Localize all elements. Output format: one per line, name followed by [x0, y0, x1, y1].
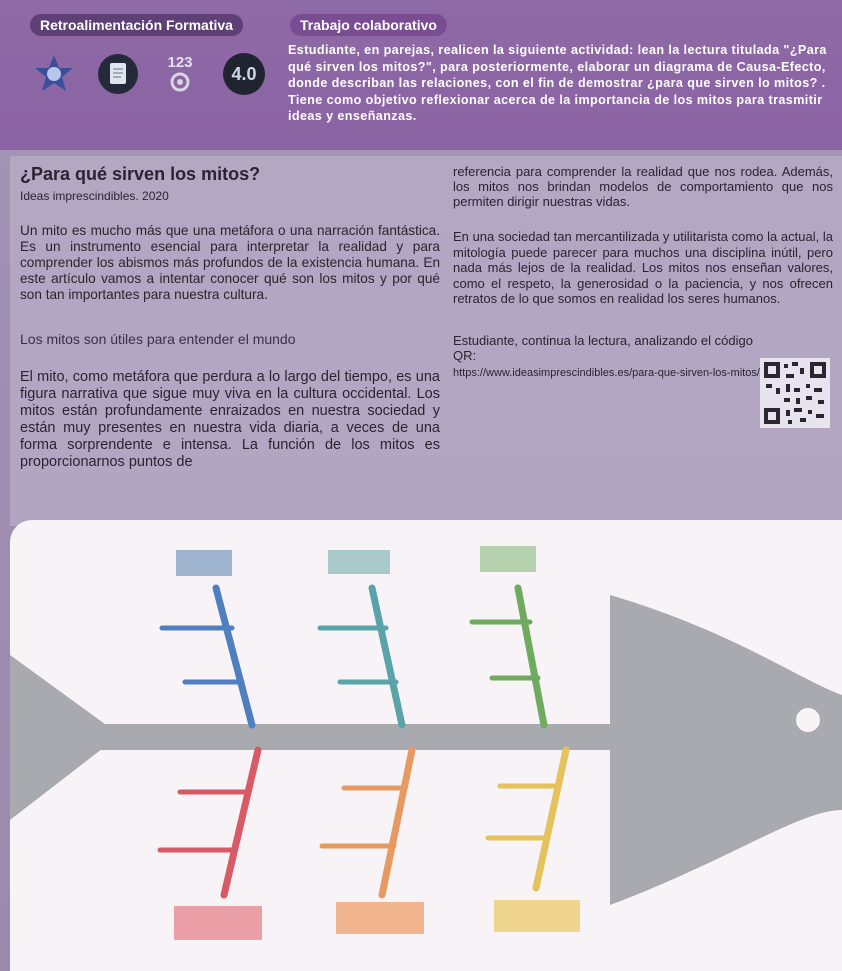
- category-box-bottom-3[interactable]: [494, 900, 580, 932]
- article-paragraph-1: Un mito es mucho más que una metáfora o una narración fantástica. Es un instrumento esencial para interpretar la realidad y para comprender los abismos más profundos de la existencia humana. En este artículo vamos a intentar conocer qué son los mitos y por qué son tan importantes para nuestra cultura.: [20, 223, 440, 302]
- fish-head: [610, 595, 842, 905]
- activity-icons: [32, 52, 272, 100]
- category-box-bottom-1[interactable]: [174, 906, 262, 940]
- bone-top-2: [372, 588, 402, 725]
- bone-bottom-3: [536, 750, 566, 888]
- bone-top-3: [518, 588, 544, 725]
- section-title: Los mitos son útiles para entender el mundo: [20, 331, 296, 347]
- fishbone-svg: [10, 520, 842, 971]
- article-left-column: [20, 164, 440, 471]
- bone-bottom-1: [224, 750, 258, 895]
- version-badge-icon: 4.0: [222, 52, 266, 96]
- category-box-top-3[interactable]: [480, 546, 536, 572]
- bone-top-1: [216, 588, 252, 725]
- numbers-icon: 123: [158, 52, 202, 96]
- article-area: [10, 156, 842, 526]
- header-band: [0, 0, 842, 150]
- article-source: Ideas imprescindibles. 2020: [20, 189, 169, 203]
- qr-instruction: Estudiante, continua la lectura, analizando el código QR:: [453, 332, 753, 363]
- category-box-top-1[interactable]: [176, 550, 232, 576]
- article-paragraph-2: El mito, como metáfora que perdura a lo largo del tiempo, es una figura narrativa que sigue muy viva en la cultura occidental. Los mitos están profundamente enraizados en nuestra sociedad y están muy presentes en nuestra vida diaria, a veces de una forma sorprendente e intensa. La función de los mitos es proporcionarnos puntos de: [20, 369, 440, 470]
- qr-code-icon[interactable]: [760, 358, 830, 428]
- category-box-bottom-2[interactable]: [336, 902, 424, 934]
- article-url[interactable]: https://www.ideasimprescindibles.es/para-que-sirven-los-mitos/: [453, 366, 760, 379]
- fishbone-diagram: [10, 520, 842, 971]
- tab-trabajo-colaborativo[interactable]: Trabajo colaborativo: [290, 14, 447, 36]
- article-right-column: [453, 164, 833, 379]
- star-badge-icon: [32, 52, 76, 96]
- bone-bottom-2: [382, 750, 412, 895]
- fish-eye: [795, 707, 821, 733]
- article-title: ¿Para qué sirven los mitos?: [20, 164, 261, 184]
- fish-spine: [80, 724, 640, 750]
- article-right-paragraph-1: referencia para comprender la realidad que nos rodea. Además, los mitos nos brindan modelos de comportamiento que nos permiten dirigir nuestras vidas.: [453, 164, 833, 209]
- book-icon: [96, 52, 140, 96]
- activity-instructions: Estudiante, en parejas, realicen la siguiente actividad: lean la lectura titulada "¿Para qué sirven los mitos?", para posteriormente, elaborar un diagrama de Causa-Efecto, donde describan las relaciones, con el fin de demostrar ¿para que sirven lo mitos? . Tiene como objetivo reflexionar acerca de la importancia de los mitos para trasmitir ideas y enseñanzas.: [288, 43, 827, 123]
- article-right-paragraph-2: En una sociedad tan mercantilizada y utilitarista como la actual, la mitología puede parecer para muchos una disciplina inútil, pero nada más lejos de la realidad. Los mitos nos enseñan valores, como el respeto, la generosidad o la paciencia, y nos ofrecen retratos de lo que somos en realidad los seres humanos.: [453, 229, 833, 306]
- category-box-top-2[interactable]: [328, 550, 390, 574]
- tab-retroalimentacion[interactable]: Retroalimentación Formativa: [30, 14, 243, 36]
